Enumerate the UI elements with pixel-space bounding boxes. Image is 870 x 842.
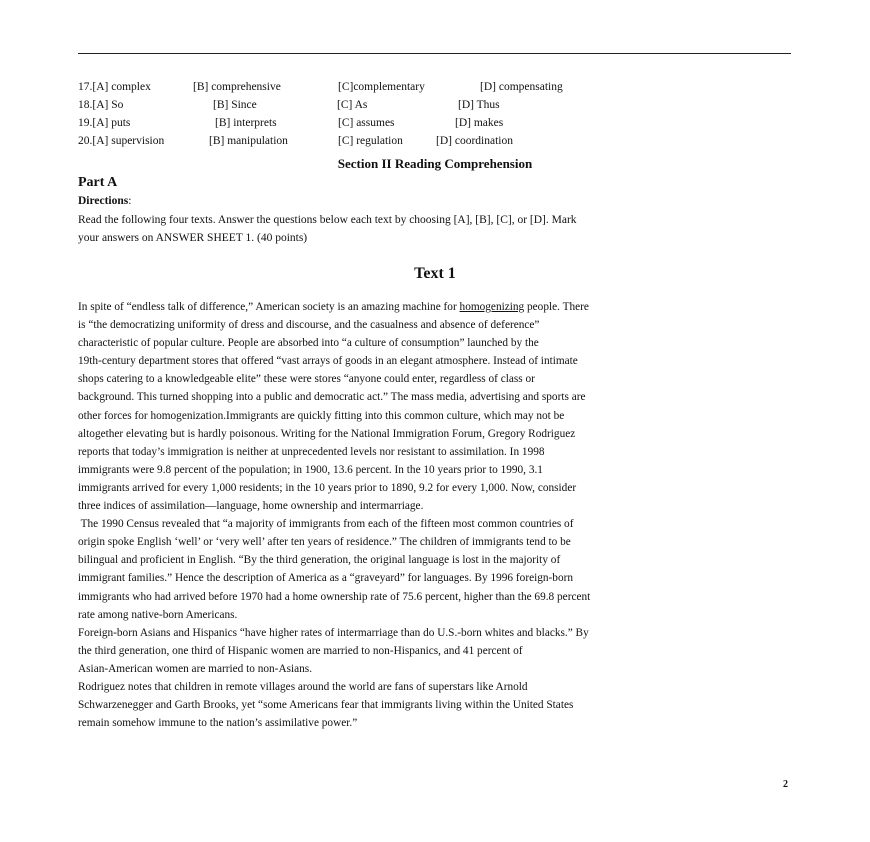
directions-heading: Directions: [78, 195, 129, 207]
paragraph-1: [78, 298, 793, 515]
passage-line: [78, 298, 793, 316]
passage-line: remain somehow immune to the nation’s assimilative power.”: [78, 717, 358, 730]
passage-line: three indices of assimilation—language, home ownership and intermarriage.: [78, 500, 424, 513]
option-a-text: [A] supervision: [92, 135, 165, 147]
option-d: [D] compensating: [480, 81, 563, 93]
option-c: [C] assumes: [338, 117, 395, 129]
option-b: [B] manipulation: [209, 135, 288, 147]
option-d: [D] makes: [455, 117, 504, 129]
option-c: [C] As: [337, 99, 368, 111]
text-run: people. There: [524, 301, 589, 313]
text-title: Text 1: [414, 265, 456, 282]
section-title: Section II Reading Comprehension: [337, 156, 533, 171]
paragraph-3: [78, 624, 793, 678]
paragraph-2: [78, 515, 793, 624]
passage-line: background. This turned shopping into a public and democratic act.” The mass media, advertising and sports are: [78, 391, 586, 404]
directions-line: Read the following four texts. Answer the questions below each text by choosing [A], [B], [C], or [D]. Mark: [78, 214, 577, 226]
option-d: [D] Thus: [458, 99, 500, 111]
passage-line: immigrant families.” Hence the description of America as a “graveyard” for languages. By 1996 foreign-born: [78, 572, 573, 585]
passage-line: 19th-century department stores that offered “vast arrays of goods in an elegant atmosphere. Instead of intimate: [78, 355, 578, 368]
passage-line: Foreign-born Asians and Hispanics “have higher rates of intermarriage than do U.S.-born whites and blacks.” By: [78, 626, 589, 639]
question-number: 18.: [78, 99, 93, 111]
question-number: 20.: [78, 135, 93, 147]
option-a-text: [A] complex: [92, 81, 151, 93]
passage-line: Asian-American women are married to non-Asians.: [78, 662, 313, 675]
passage-line: immigrants arrived for every 1,000 residents; in the 10 years prior to 1890, 9.2 for every 1,000. Now, consider: [78, 481, 577, 494]
passage-line: origin spoke English ‘well’ or ‘very well’ after ten years of residence.” The children of immigrants tend to be: [78, 536, 571, 549]
option-a-text: [A] puts: [92, 117, 131, 129]
passage-line: reports that today’s immigration is neither at unprecedented levels nor resistant to assimilation. In 1998: [78, 445, 545, 458]
directions-line: your answers on ANSWER SHEET 1. (40 points): [78, 232, 308, 244]
header-rule: [78, 53, 791, 54]
passage-line: immigrants were 9.8 percent of the population; in 1900, 13.6 percent. In the 10 years prior to 1990, 3.1: [78, 463, 543, 476]
underlined-word: homogenizing: [459, 301, 525, 313]
passage-line: Schwarzenegger and Garth Brooks, yet “some Americans fear that immigrants living within the United States: [78, 699, 574, 712]
directions-text: [78, 211, 790, 247]
option-a: [78, 78, 151, 96]
part-title: Part A: [78, 175, 118, 190]
passage-line: characteristic of popular culture. People are absorbed into “a culture of consumption” launched by the: [78, 337, 539, 350]
page-number: 2: [783, 779, 788, 790]
option-b: [B] interprets: [215, 117, 277, 129]
passage-line: The 1990 Census revealed that “a majority of immigrants from each of the fifteen most common countries of: [78, 518, 574, 531]
passage-line: immigrants who had arrived before 1970 had a home ownership rate of 75.6 percent, higher than the 69.8 percent: [78, 590, 591, 603]
option-c: [C]complementary: [338, 81, 425, 93]
option-c: [C] regulation: [338, 135, 403, 147]
passage-line: shops catering to a knowledgeable elite” these were stores “anyone could enter, regardless of class or: [78, 373, 535, 386]
option-a: [78, 96, 123, 114]
option-a-text: [A] So: [92, 99, 124, 111]
passage-line: bilingual and proficient in English. “By the third generation, the original language is lost in the majority of: [78, 554, 561, 567]
passage-line: rate among native-born Americans.: [78, 608, 238, 621]
option-b: [B] comprehensive: [193, 81, 281, 93]
passage-line: is “the democratizing uniformity of dress and discourse, and the casualness and absence of deference”: [78, 319, 540, 332]
question-number: 19.: [78, 117, 93, 129]
paragraph-4: [78, 678, 793, 732]
passage-line: altogether elevating but is hardly poisonous. Writing for the National Immigration Forum, Gregory Rodriguez: [78, 427, 576, 440]
option-a: [78, 132, 164, 150]
option-d: [D] coordination: [436, 135, 513, 147]
passage-line: Rodriguez notes that children in remote villages around the world are fans of superstars like Arnold: [78, 680, 528, 693]
passage-line: other forces for homogenization.Immigrants are quickly fitting into this common culture, which may not be: [78, 409, 565, 422]
text-run: In spite of “endless talk of difference,” American society is an amazing machine for: [78, 301, 460, 313]
question-number: 17.: [78, 81, 93, 93]
passage: [78, 298, 793, 732]
option-a: [78, 114, 130, 132]
passage-line: the third generation, one third of Hispanic women are married to non-Hispanics, and 41 percent of: [78, 644, 523, 657]
directions-label: [78, 195, 131, 207]
directions-colon: :: [128, 195, 132, 207]
option-b: [B] Since: [213, 99, 257, 111]
